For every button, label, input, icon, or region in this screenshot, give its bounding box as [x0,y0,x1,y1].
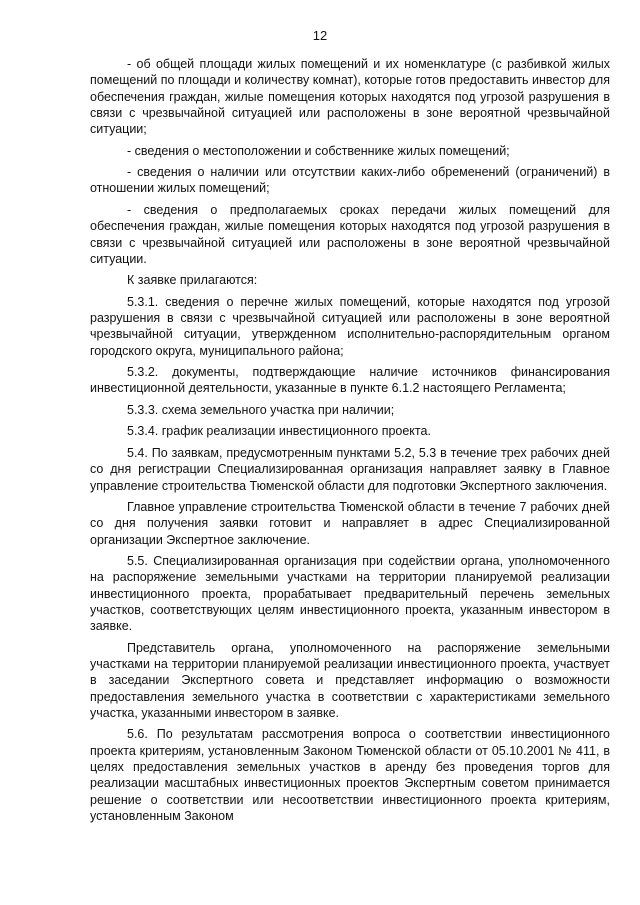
paragraph: 5.3.4. график реализации инвестиционного проекта. [127,424,431,439]
paragraph: 5.3.2. документы, подтверждающие наличие источников финансирования инвестиционной деятельности, указанные в пункте 6.1.2 настоящего Регламента; [90,365,610,396]
paragraph: Представитель органа, уполномоченного на распоряжение земельными участками на территории планируемой реализации инвестиционного проекта, участвует в заседании Экспертного совета и представляет информацию о возможности предоставления земельного участка в соответствии с характеристиками земельного участка, указанными инвестором в заявке. [90,640,610,720]
document-body [90,56,610,829]
paragraph: 5.5. Специализированная организация при содействии органа, уполномоченного на распоряжение земельными участками на территории планируемой реализации инвестиционного проекта, прорабатывает предварительный перечень земельных участков, соответствующих целям инвестиционного проекта, указанным инвестором в заявке. [90,554,610,634]
paragraph: 5.6. По результатам рассмотрения вопроса о соответствии инвестиционного проекта критериям, установленным Законом Тюменской области от 05.10.2001 № 411, в целях предоставления земельных участков в аренду без проведения торгов для реализации масштабных инвестиционных проектов Экспертным советом принимается решение о соответствии или несоответствии инвестиционного проекта критериям, установленным Законом [90,727,610,823]
paragraph: 5.4. По заявкам, предусмотренным пунктами 5.2, 5.3 в течение трех рабочих дней со дня регистрации Специализированная организация направляет заявку в Главное управление строительства Тюменской области для подготовки Экспертного заключения. [90,445,610,493]
paragraph: - сведения о местоположении и собственнике жилых помещений; [127,143,510,158]
page-number: 12 [312,28,328,43]
paragraph: 5.3.1. сведения о перечне жилых помещений, которые находятся под угрозой разрушения в связи с чрезвычайной ситуацией или расположены в зоне вероятной чрезвычайной ситуации, утвержденном исполнительно-распорядительным органом городского округа, муниципального района; [90,294,610,358]
paragraph: К заявке прилагаются: [127,273,258,288]
paragraph: 5.3.3. схема земельного участка при наличии; [127,402,395,417]
paragraph: - об общей площади жилых помещений и их номенклатуре (с разбивкой жилых помещений по площади и количеству комнат), которые готов предоставить инвестор для обеспечения граждан, жилые помещения которых находятся под угрозой разрушения в связи с чрезвычайной ситуацией или расположены в зоне вероятной чрезвычайной ситуации; [90,57,610,137]
paragraph: - сведения о предполагаемых сроках передачи жилых помещений для обеспечения граждан, жилые помещения которых находятся под угрозой разрушения в связи с чрезвычайной ситуацией или расположены в зоне вероятной чрезвычайной ситуации. [90,202,610,266]
paragraph: - сведения о наличии или отсутствии каких-либо обременений (ограничений) в отношении жилых помещений; [90,165,610,196]
paragraph: Главное управление строительства Тюменской области в течение 7 рабочих дней со дня получения заявки готовит и направляет в адрес Специализированной организации Экспертное заключение. [90,500,610,547]
